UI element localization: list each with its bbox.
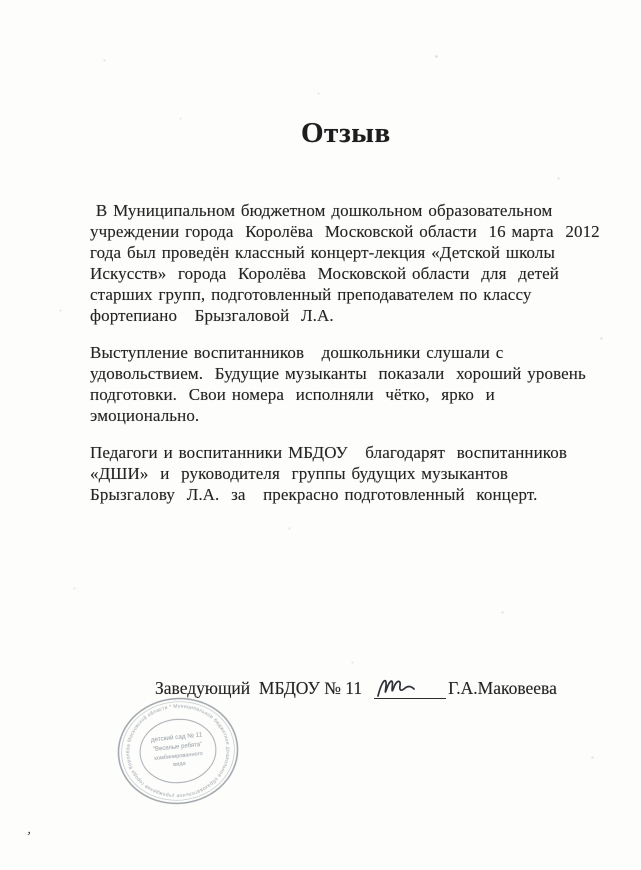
document-body: [90, 200, 615, 521]
signatory-role-label: Заведующий МБДОУ № 11: [155, 678, 363, 698]
paragraph-performance-impression: [90, 342, 615, 426]
stamp-center-line-4: вида: [172, 760, 186, 769]
text-line: года был проведён классный концерт-лекция «Детской школы: [90, 243, 556, 262]
text-line: эмоционально.: [90, 406, 200, 425]
scan-noise-speckles: [0, 0, 1, 1]
text-line: учреждении города Королёва Московской области 16 марта 2012: [90, 222, 600, 241]
text-line: «ДШИ» и руководителя группы будущих музыкантов: [90, 464, 509, 483]
text-line: фортепиано Брызгаловой Л.А.: [90, 306, 334, 325]
text-line: удовольствием. Будущие музыканты показали хороший уровень: [90, 364, 586, 383]
round-stamp-icon: [108, 689, 247, 814]
paragraph-concert-description: [90, 200, 615, 326]
document-title: Отзыв: [301, 117, 391, 150]
text-line: Искусств» города Королёва Московской области для детей: [90, 264, 560, 283]
scan-corner-mark: ’: [25, 829, 32, 846]
stamp-ring-text: Муниципальное бюджетное дошкольное образовательное учреждение города Королёва Московской области *: [125, 703, 231, 799]
stamp-center-line-1: детский сад № 11: [150, 731, 203, 745]
text-line: старших групп, подготовленный преподавателем по классу: [90, 285, 532, 304]
stamp-center-line-3: комбинированного: [154, 750, 203, 762]
text-line: Брызгалову Л.А. за прекрасно подготовленный концерт.: [90, 485, 538, 504]
official-round-stamp: [108, 689, 247, 814]
signature-block: [155, 676, 557, 699]
text-line: Педагоги и воспитанники МБДОУ благодарят воспитанников: [90, 443, 568, 462]
paragraph-gratitude: [90, 442, 615, 505]
signature-line: [374, 676, 446, 699]
handwritten-signature-icon: [370, 672, 448, 702]
text-line: В Муниципальном бюджетном дошкольном образовательном: [90, 201, 553, 220]
text-line: подготовки. Свои номера исполняли чётко, ярко и: [90, 385, 495, 404]
text-line: Выступление воспитанников дошкольники слушали с: [90, 343, 504, 362]
stamp-center-line-2: "Веселые ребята": [152, 741, 203, 753]
signatory-name: Г.А.Маковеева: [448, 678, 557, 698]
